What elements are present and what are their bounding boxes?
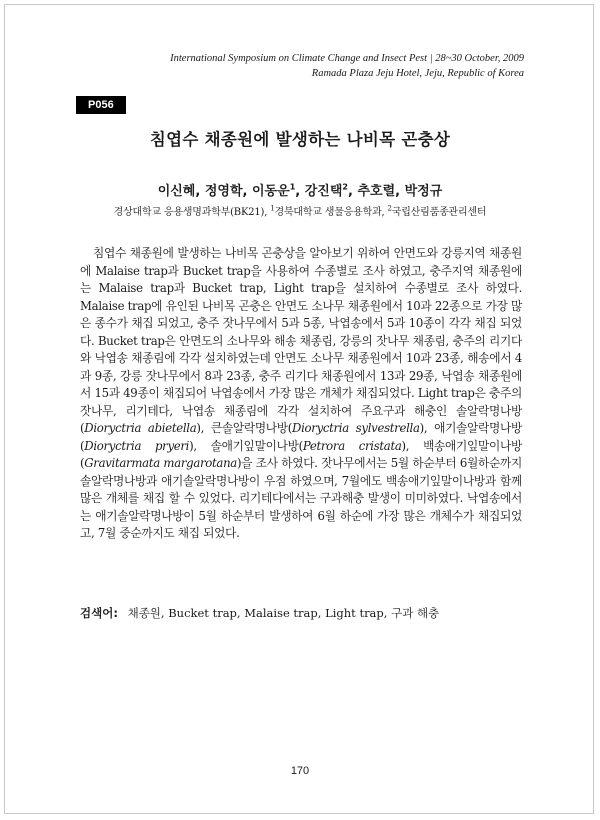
affiliation-marker-2: 2 [387,204,392,213]
author-name: 이신혜 [157,184,196,199]
author-affiliation-marker: 2 [342,182,348,192]
species-name: Dioryctria pryeri [84,438,190,453]
species-name: Petrora cristata [302,438,402,453]
author-name: 추호렬 [357,184,396,199]
author-list: 이신혜, 정영학, 이동운$^1$, 강진택$^2$, 추호렬, 박정규 [157,182,443,199]
author-affiliation-marker: 1 [289,182,296,192]
abstract-text: ), 백송애기잎말이나방( [80,438,522,470]
abstract-text: )을 조사 하였다. 잣나무에서는 5월 하순부터 6월하순까지 솔알락명나방과 애기솔알락명나방이 우점 하였으며, 7월에도 백송애기잎말이나방과 함께 많은 개체를 채집 할 수 있었다. 리기테다에서는 구과해충 발생이 미미하였다. 낙엽송에서는 애기솔알락명나방이 5월 하순부터 발생하여 6월 하순에 가장 많은 개체수가 채집되었고, 7월 중순까지도 채집 되었다. [80,456,522,540]
paper-title: 침엽수 채종원에 발생하는 나비목 곤충상 [149,130,451,149]
abstract-text: ), 큰솔알락명나방( [196,421,293,435]
paper-code-badge: P056 [76,96,126,114]
abstract-text: ), 솔애기잎말이나방( [189,438,303,453]
affiliation-primary: 경상대학교 응용생명과학부(BK21), [113,207,268,218]
keywords-label: 검색어: [80,606,118,620]
keywords [80,605,522,621]
affiliation-third: 국립산림품종관리센터 [391,207,487,218]
author-name: 박정규 [404,184,443,199]
affiliations [60,203,540,218]
species-name: Dioryctria sylvestrella [292,421,420,435]
abstract-body [80,245,522,543]
abstract-text: 침엽수 채종원에 발생하는 나비목 곤충상을 알아보기 위하여 안면도와 강릉지역 채종원에 Malaise trap과 Bucket trap을 사용하여 수종별로 조사 하였고, 충주지역 채종원에는 Malaise trap과 Bucket trap, Light trap을 설치하여 수종별로 조사 하였다. Malaise trap에 유인된 나비목 곤충은 안면도 소나무 채종원에서 10과 22종으로 가장 많은 종수가 채집 되었고, 충주 잣나무에서 5과 5종, 낙엽송에서 5과 10종이 각각 채집 되었다. Bucket trap은 안면도의 소나무와 해송 채종림, 강릉의 잣나무 채종림, 충주의 리기다와 낙엽송 채종림에 각각 설치하였는데 안면도 소나무 채종원에서 10과 23종, 해송에서 4과 9종, 강릉 잣나무에서 8과 23종, 충주 리기다 채종원에서 13과 29종, 낙엽송 채종원에서 15과 49종이 채집되어 낙엽송에서 가장 많은 개체가 채집되었다. Light trap은 충주의 잣나무, 리기테다, 낙엽송 채종림에 각각 설치하여 주요구과 해충인 솔알락명나방( [80,246,522,435]
keywords-text: 채종원, Bucket trap, Malaise trap, Light trap, 구과 해충 [127,606,440,620]
affiliation-marker-1: 1 [270,204,275,213]
author-name: 정영학 [204,184,243,199]
conference-header-line1: International Symposium on Climate Change and Insect Pest | 28~30 October, 2009 [170,53,524,64]
conference-header-line2: Ramada Plaza Jeju Hotel, Jeju, Republic of Korea [311,68,524,79]
author-name: 이동운 [252,184,290,199]
page-number: 170 [290,765,310,777]
conference-header [104,51,524,81]
affiliation-second: 경북대학교 생물응용학과, [274,207,385,218]
species-name: Dioryctria abietella [84,421,197,435]
abstract-text: ), 애기솔알락명나방( [80,421,522,453]
author-name: 강진택 [304,184,343,199]
species-name: Gravitarmata margarotana [84,456,237,470]
